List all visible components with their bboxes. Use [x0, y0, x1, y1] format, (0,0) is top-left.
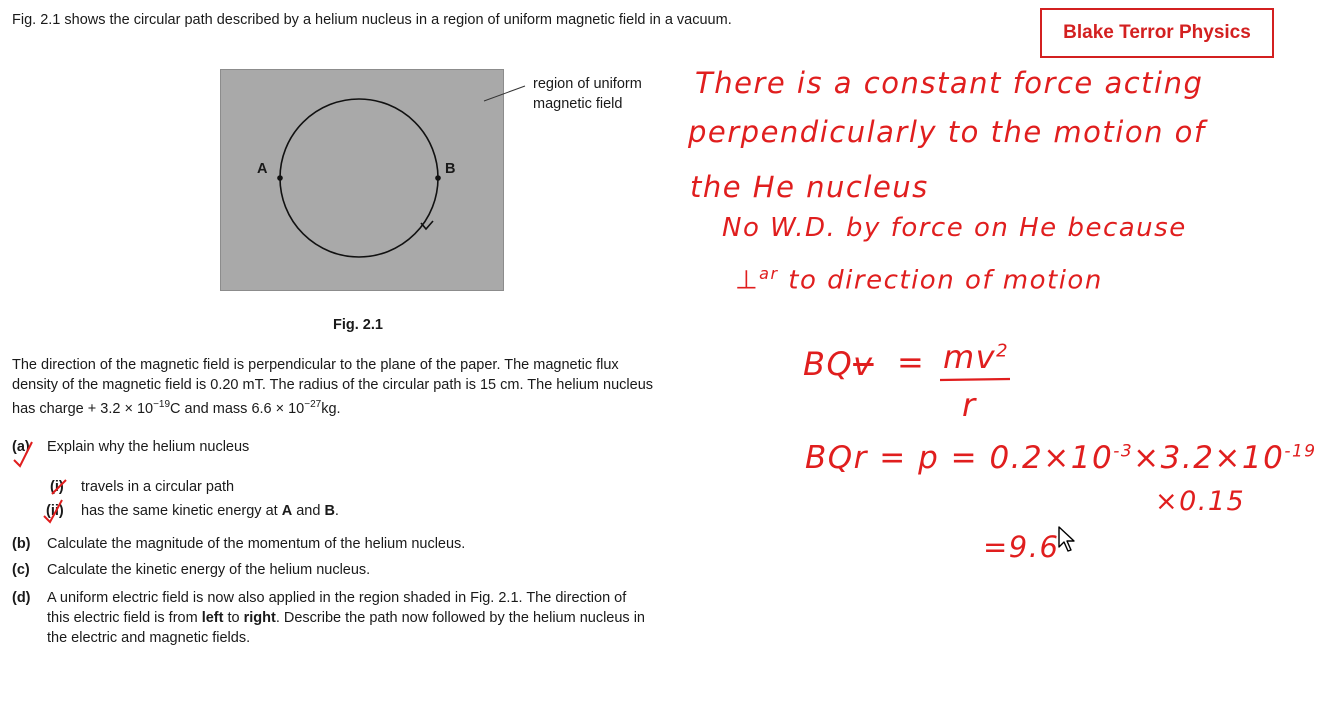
question-a-ii-text: has the same kinetic energy at A and B. — [81, 503, 339, 519]
equation-3: =9.6 — [983, 530, 1060, 564]
equation-2: BQr = $p = 0.2\times 10^{-3}\times 3.2\times 10^{-19}$ — [805, 440, 1317, 476]
handwriting-line-1: There is a constant force acting — [695, 66, 1204, 100]
question-c-text: Calculate the kinetic energy of the helium nucleus. — [47, 562, 371, 578]
question-a-i-label: (i) — [50, 479, 64, 495]
question-d-line-2: this electric field is from left to right. Describe the path now followed by the helium nucleus in — [47, 610, 645, 626]
body-line-1: The direction of the magnetic field is perpendicular to the plane of the paper. The magnetic flux — [12, 357, 619, 373]
equation-1-denominator: r — [962, 386, 977, 424]
handwriting-line-4: No W.D. by force on He because — [722, 213, 1187, 243]
question-d-text — [47, 588, 757, 648]
brand-logo: Blake Terror Physics — [1040, 8, 1274, 58]
equation-1-equals: = — [897, 343, 926, 381]
circular-path-diagram — [221, 70, 505, 292]
question-a-ii-label: (ii) — [46, 503, 64, 519]
point-b-label: B — [445, 161, 456, 177]
annotation-line-2: magnetic field — [533, 96, 623, 112]
fraction-bar — [938, 376, 1018, 384]
tick-a-i — [52, 480, 66, 494]
point-b-dot — [435, 175, 441, 181]
question-d-line-3: the electric and magnetic fields. — [47, 630, 251, 646]
annotation-line-1: region of uniform — [533, 76, 642, 92]
equation-1-lhs: BQv — [803, 345, 874, 383]
intro-text: Fig. 2.1 shows the circular path described by a helium nucleus in a region of uniform magnetic field in a vacuum. — [12, 12, 732, 28]
circular-path — [280, 99, 438, 257]
question-a-label: (a) — [12, 439, 30, 455]
question-a-i-text: travels in a circular path — [81, 479, 235, 495]
tick-a — [14, 442, 32, 466]
point-a-label: A — [257, 161, 268, 177]
tick-a-ii — [44, 500, 62, 522]
figure-shaded-region — [220, 69, 504, 291]
figure-caption: Fig. 2.1 — [333, 317, 383, 333]
tick-marks — [8, 436, 78, 526]
body-paragraph — [12, 355, 757, 419]
question-c-label: (c) — [12, 562, 30, 578]
figure-annotation — [533, 74, 642, 114]
equation-1-numerator: $mv^2$ — [943, 338, 1010, 376]
point-a-dot — [277, 175, 283, 181]
mouse-cursor-icon — [1057, 525, 1079, 555]
handwriting-line-2: perpendicularly to the motion of — [688, 115, 1206, 149]
question-a-text: Explain why the helium nucleus — [47, 439, 250, 455]
direction-arrow — [421, 221, 433, 229]
body-line-2: density of the magnetic field is 0.20 mT. The radius of the circular path is 15 cm. The helium nucleus — [12, 377, 654, 393]
handwriting-line-3: the He nucleus — [690, 170, 929, 204]
question-b-text: Calculate the magnitude of the momentum of the helium nucleus. — [47, 536, 466, 552]
handwriting-line-5: ⊥$^{ar}$ to direction of motion — [735, 264, 1103, 296]
equation-2-continued: ×0.15 — [1155, 486, 1246, 517]
question-b-label: (b) — [12, 536, 31, 552]
question-d-label: (d) — [12, 590, 31, 606]
question-d-line-1: A uniform electric field is now also applied in the region shaded in Fig. 2.1. The direction of — [47, 590, 627, 606]
annotation-leader-line — [480, 80, 530, 110]
body-line-3: has charge + $3.2 \times 10^{-19}C$ and mass $6.6 \times 10^{-27}kg$. — [12, 399, 341, 417]
